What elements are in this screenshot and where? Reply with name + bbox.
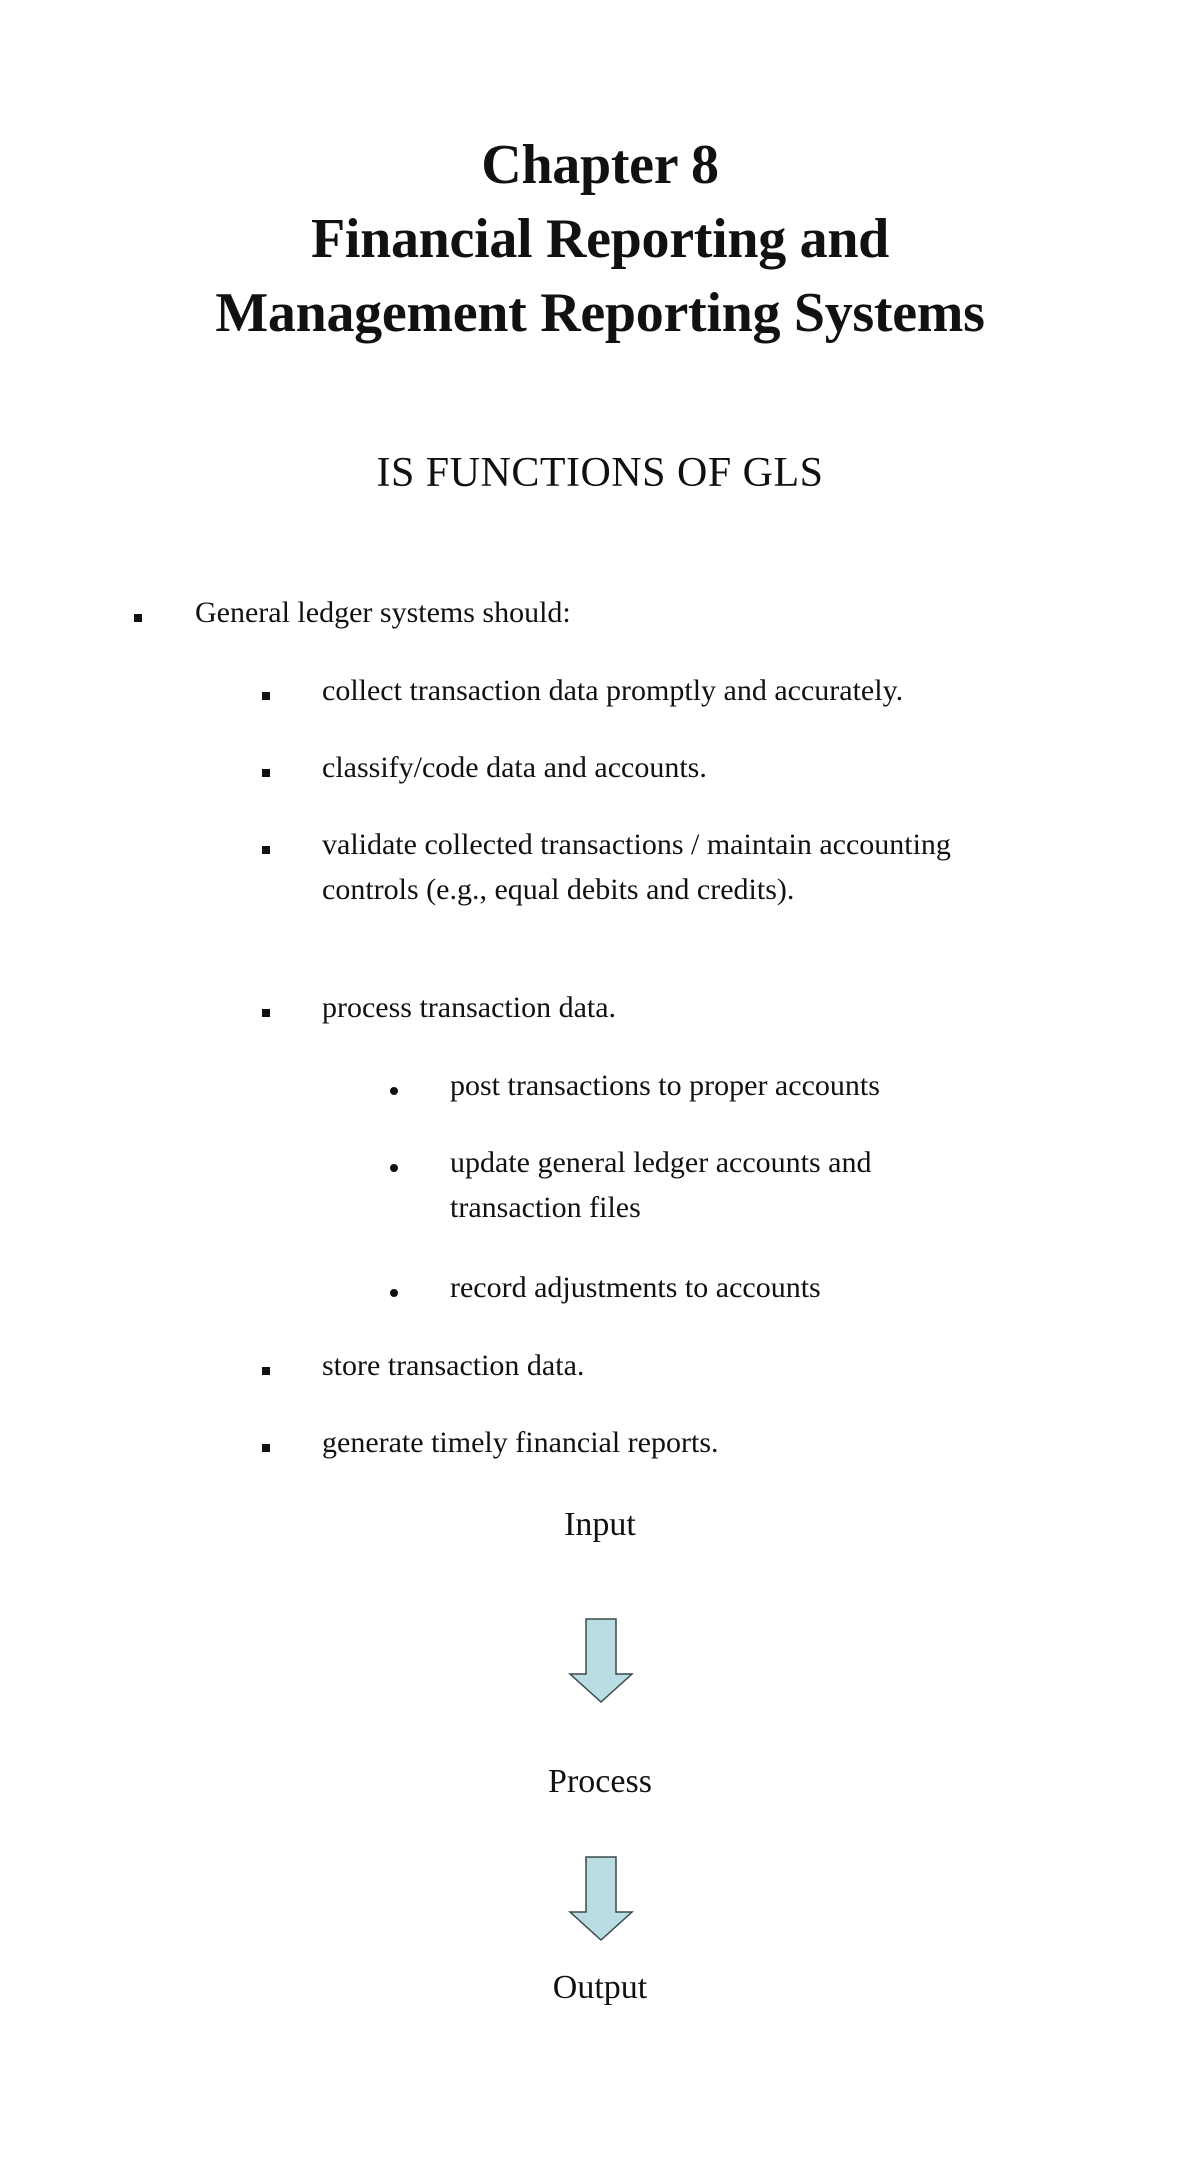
- title-line-chapter: Chapter 8: [481, 134, 719, 196]
- square-bullet-icon: [256, 822, 276, 867]
- square-bullet-icon: [256, 668, 276, 713]
- square-bullet-icon: [256, 745, 276, 790]
- chapter-title: [0, 128, 1200, 350]
- round-bullet-icon: [384, 1265, 404, 1310]
- square-bullet-icon: [128, 590, 148, 635]
- title-line-management: Management Reporting Systems: [215, 282, 985, 344]
- square-bullet-icon: [256, 1343, 276, 1388]
- list-item-text: record adjustments to accounts: [450, 1271, 821, 1304]
- list-item-text: post transactions to proper accounts: [450, 1069, 880, 1102]
- list-item-text: generate timely financial reports.: [322, 1426, 719, 1459]
- down-arrow-icon: [566, 1856, 636, 1942]
- square-bullet-icon: [256, 985, 276, 1030]
- round-bullet-icon: [384, 1140, 404, 1185]
- list-item-text: store transaction data.: [322, 1349, 585, 1382]
- list-item-text: classify/code data and accounts.: [322, 751, 707, 784]
- list-item-text: General ledger systems should:: [195, 596, 571, 629]
- list-item-text: update general ledger accounts and transaction files: [450, 1146, 872, 1224]
- square-bullet-icon: [256, 1420, 276, 1465]
- flow-process-label: Process: [548, 1763, 652, 1800]
- down-arrow-icon: [566, 1618, 636, 1704]
- list-item-text: collect transaction data promptly and accurately.: [322, 674, 904, 707]
- flow-output-label: Output: [552, 1969, 648, 2006]
- flow-input-label: Input: [564, 1506, 636, 1543]
- section-heading: IS FUNCTIONS OF GLS: [376, 450, 824, 496]
- round-bullet-icon: [384, 1063, 404, 1108]
- list-item-text: process transaction data.: [322, 991, 617, 1024]
- title-line-financial: Financial Reporting and: [310, 208, 890, 270]
- list-item-text: validate collected transactions / maintain accounting controls (e.g., equal debits and credits).: [322, 828, 951, 906]
